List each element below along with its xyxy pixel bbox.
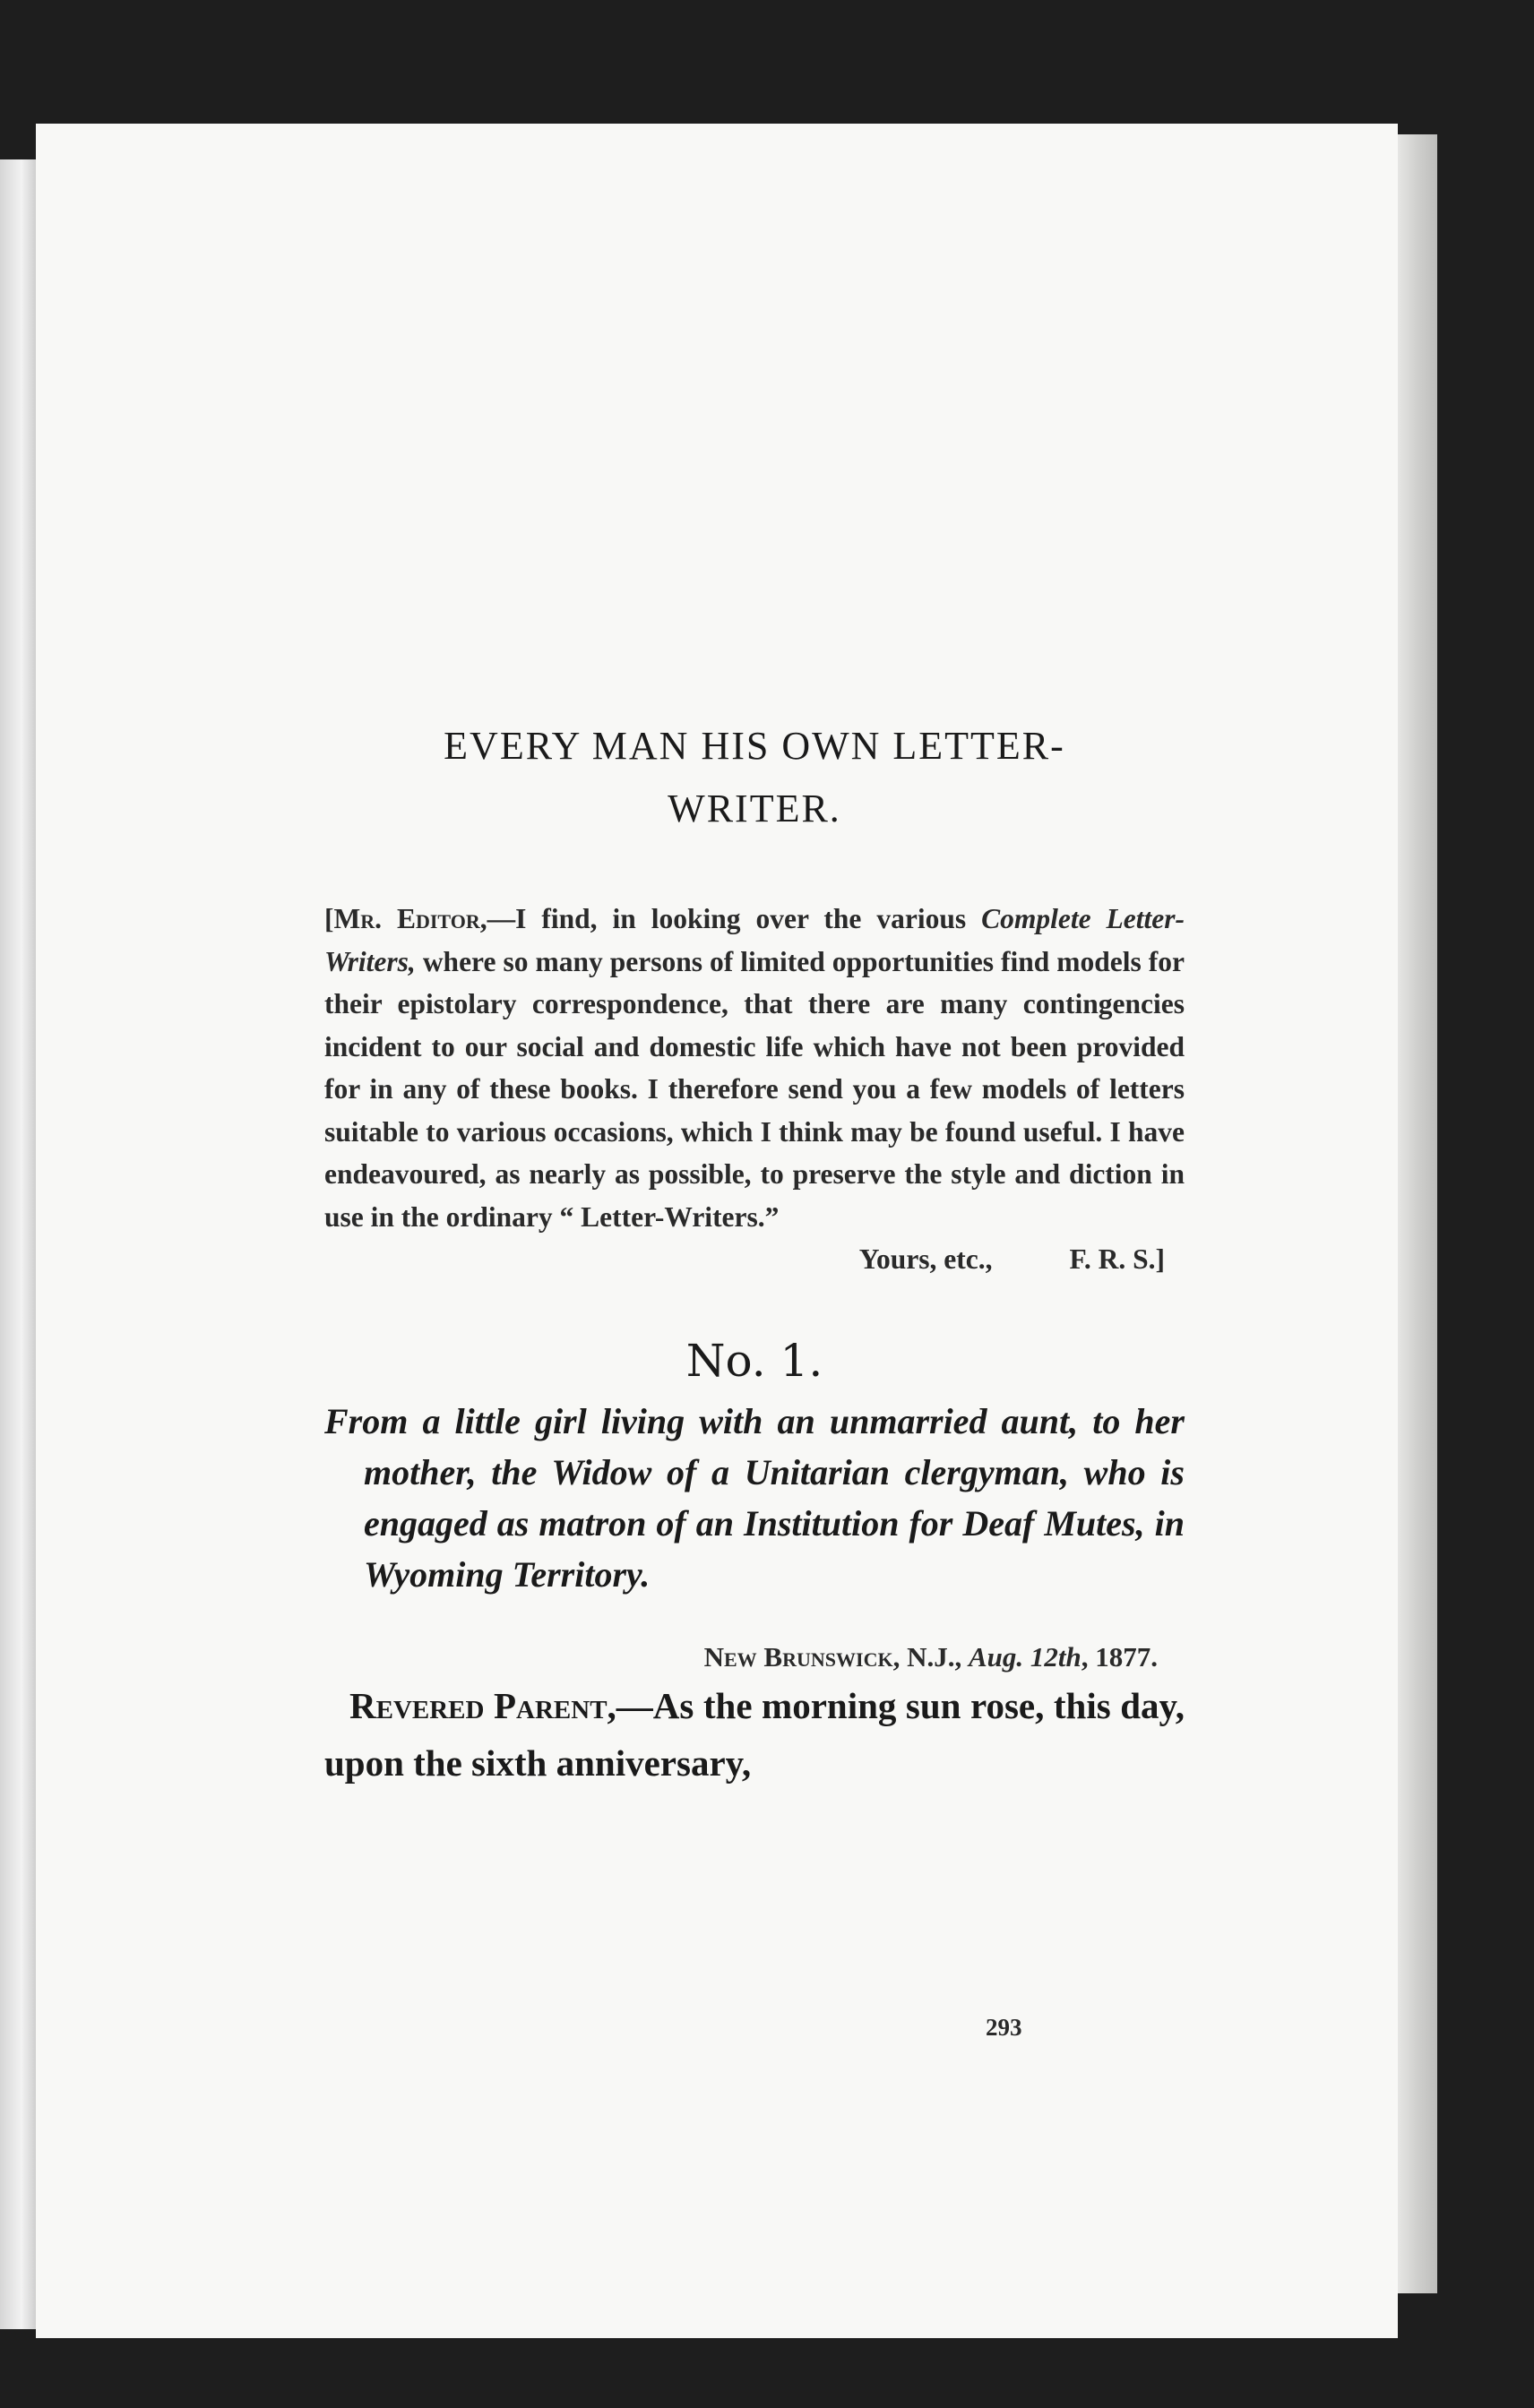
letter-body-text: —As the morning sun rose, this day, upon the sixth anniversary, <box>324 1685 1185 1784</box>
dateline-state: , N.J., <box>892 1641 969 1673</box>
dateline-month: Aug. 12th <box>968 1641 1082 1673</box>
page-content <box>324 715 1185 1792</box>
dateline <box>324 1641 1185 1673</box>
right-page-edge <box>1398 134 1437 2293</box>
dateline-place: New Brunswick <box>703 1641 893 1673</box>
page-title-text: EVERY MAN HIS OWN LETTER- WRITER. <box>444 724 1065 830</box>
page-number: 293 <box>986 2014 1022 2041</box>
editor-salutation: Mr. Editor, <box>333 903 487 934</box>
signoff-initials: F. R. S.] <box>1069 1243 1165 1275</box>
left-page-edge <box>0 159 36 2329</box>
letter-subtitle: From a little girl living with an unmarried aunt, to her mother, the Widow of a Unitarian clergyman, who is engaged as matron of an Institution for Deaf Mutes, in Wyoming Territory. <box>324 1401 1185 1595</box>
letter-body <box>324 1677 1185 1792</box>
editor-note-italic-title: Complete Letter-Writers, <box>324 903 1185 977</box>
page-title <box>324 715 1185 840</box>
book-page <box>36 124 1398 2338</box>
letter-salutation: Revered Parent, <box>349 1685 616 1726</box>
editor-note-text-2: where so many persons of limited opportunities find models for their epistolary correspondence, that there are many contingencies incident to our social and domestic life which have not been provided for in any of these books. I therefore send you a few models of letters suitable to various occasions, which I think may be found useful. I have endeavoured, as nearly as possible, to preserve the style and diction in use in the ordinary “ Letter-Writers.” <box>324 945 1185 1233</box>
letter-number: No. 1. <box>685 1335 823 1387</box>
open-bracket: [ <box>324 903 334 934</box>
editor-note-text-1: —I find, in looking over the various <box>487 903 982 934</box>
signoff <box>324 1238 1185 1281</box>
editor-note <box>324 898 1185 1238</box>
dateline-year: , 1877. <box>1081 1641 1158 1673</box>
signoff-closing: Yours, etc., <box>858 1243 993 1275</box>
